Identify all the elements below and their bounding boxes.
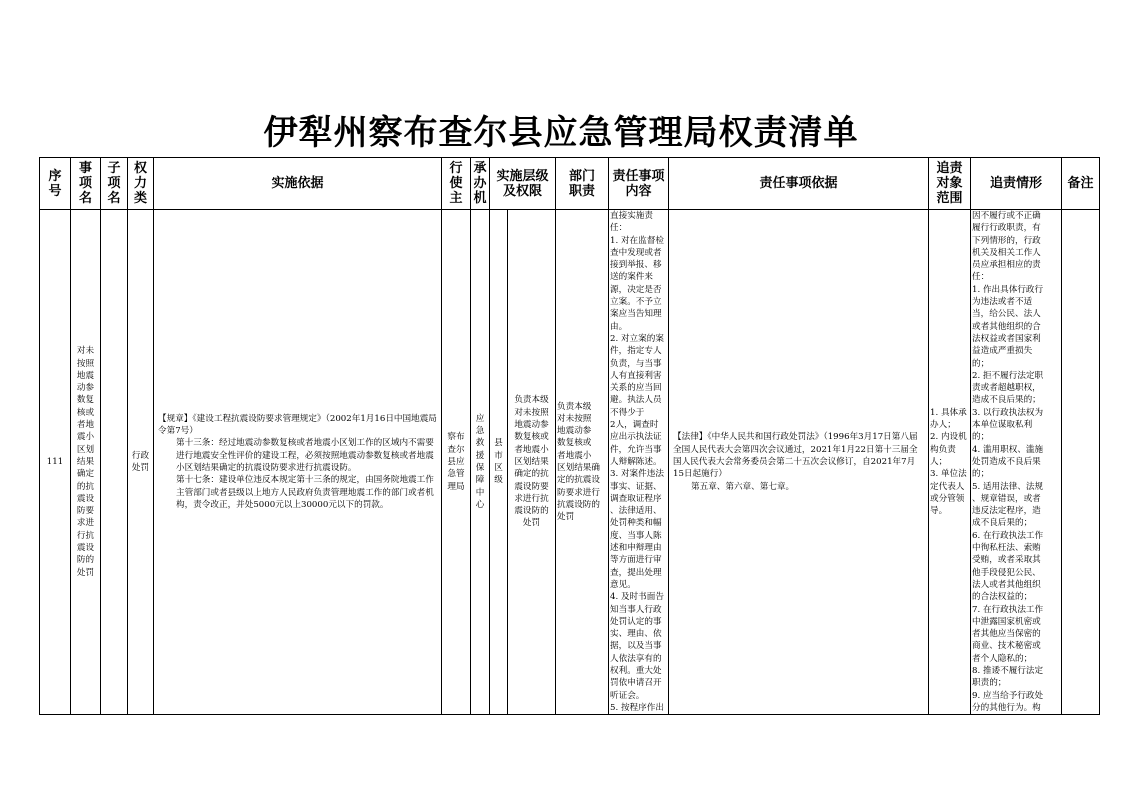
header-sub-item: 子 项 名 [101,158,128,210]
resp-basis-chapters: 第五章、第六章、第七章。 [691,481,795,492]
cell-dept-duty: 负责本级 对未按照 地震动参 数复核或 者地震小 区划结果确 定的抗震设 防要求进行 抗震设防的 处罚 [556,210,609,715]
page-title: 伊犁州察布查尔县应急管理局权责清单 [263,113,859,153]
header-level-authority: 实施层级 及权限 [490,158,556,210]
resp-basis-law: 【法律】《中华人民共和国行政处罚法》（1996年3月17日第八届全国人民代表大会第四次会议通过，2021年1月22日第十三届全国人民代表大会常务委员会第二十五次会议修订，自2021年7月15日起施行） [673,432,918,480]
cell-resp-basis [669,210,929,715]
header-resp-basis: 责任事项依据 [669,158,929,210]
header-item: 事 项 名 [71,158,101,210]
cell-exercising-body: 察布 查尔 县应 急管 理局 [442,210,471,715]
header-undertaking-body: 承 办 机 [471,158,490,210]
cell-basis [154,210,442,715]
table-row [40,210,1100,715]
cell-accountable-scope: 1. 具体承 办人； 2. 内设机 构负责 人； 3. 单位法 定代表人 或分管领 导。 [929,210,971,715]
cell-remarks [1062,210,1100,715]
header-power-type: 权 力 类 [128,158,154,210]
cell-item: 对未 按照 地震 动参 数复 核或 者地 震小 区划 结果 确定 的抗 震设 防要 求进 行抗 震设 防的 处罚 [71,210,101,715]
header-exercising-body: 行 使 主 [442,158,471,210]
header-accountability: 追责情形 [971,158,1062,210]
cell-seq: 111 [40,210,71,715]
cell-authority: 负责本级 对未按照 地震动参 数复核或 者地震小 区划结果 确定的抗 震设防要 求进行抗 震设防的 处罚 [508,210,556,715]
header-resp-content: 责任事项 内容 [609,158,669,210]
cell-level: 县市 区级 [490,210,508,715]
responsibility-table [39,157,1100,715]
cell-accountability: 因不履行或不正确 履行行政职责，有 下列情形的，行政 机关及相关工作人 员应承担相应的责 任： 1. 作出具体行政行 为违法或者不适 当，给公民、法人 或者其他组织的合 法权益或者国家利 益造成严重损失 的； 2. 拒不履行法定职 责或者超越职权， 造成不良后果的； 3. 以行政执法权为 本单位谋取私利 的； 4. 滥用职权、滥施 处罚造成不良后果 的； 5. 适用法律、法规 、规章错误，或者 违反法定程序，造 成不良后果的； 6. 在行政执法工作 中徇私枉法、索贿 受贿，或者采取其 他手段侵犯公民、 法人或者其他组织 的合法权益的； 7. 在行政执法工作 中泄露国家机密或 者其他应当保密的 商业、技术秘密或 者个人隐私的； 8. 推诿不履行法定 职责的； 9. 应当给予行政处 分的其他行为。构 [971,210,1062,715]
basis-source: 【规章】《建设工程抗震设防要求管理规定》（2002年1月16日中国地震局令第7号） [158,413,437,437]
table-header-row [40,158,1100,210]
header-basis: 实施依据 [154,158,442,210]
cell-resp-content: 直接实施责 任： 1. 对在监督检 查中发现或者 接到举报、移 送的案件来 源，决定是否 立案。不予立 案应当告知理 由。 2. 对立案的案 件，指定专人 负责，与当事 人有直接利害 关系的应当回 避。执法人员 不得少于 2人，调查时 应出示执法证 件，允许当事 人辩解陈述。 3. 对案件违法 事实、证据、 调查取证程序 、法律适用、 处罚种类和幅 度、当事人陈 述和申辩理由 等方面进行审 查，提出处理 意见。 4. 及时书面告 知当事人行政 处罚认定的事 实、理由、依 据，以及当事 人依法享有的 权利。重大处 罚依申请召开 听证会。 5. 按程序作出 [609,210,669,715]
header-accountable-scope: 追责 对象 范围 [929,158,971,210]
cell-sub-item [101,210,128,715]
cell-power-type: 行政 处罚 [128,210,154,715]
basis-article-17: 第十七条：建设单位违反本规定第十三条的规定，由国务院地震工作主管部门或者县级以上地方人民政府负责管理地震工作的部门或者机构，责令改正，并处5000元以上30000元以下的罚款。 [176,475,434,510]
header-dept-duty: 部门 职责 [556,158,609,210]
header-seq: 序 号 [40,158,71,210]
header-remarks: 备注 [1062,158,1100,210]
basis-article-13: 第十三条：经过地震动参数复核或者地震小区划工作的区域内不需要进行地震安全性评价的建设工程，必须按照地震动参数复核或者地震小区划结果确定的抗震设防要求进行抗震设防。 [176,438,434,474]
cell-undertaking-body: 应 急 救 援 保 障 中 心 [471,210,490,715]
